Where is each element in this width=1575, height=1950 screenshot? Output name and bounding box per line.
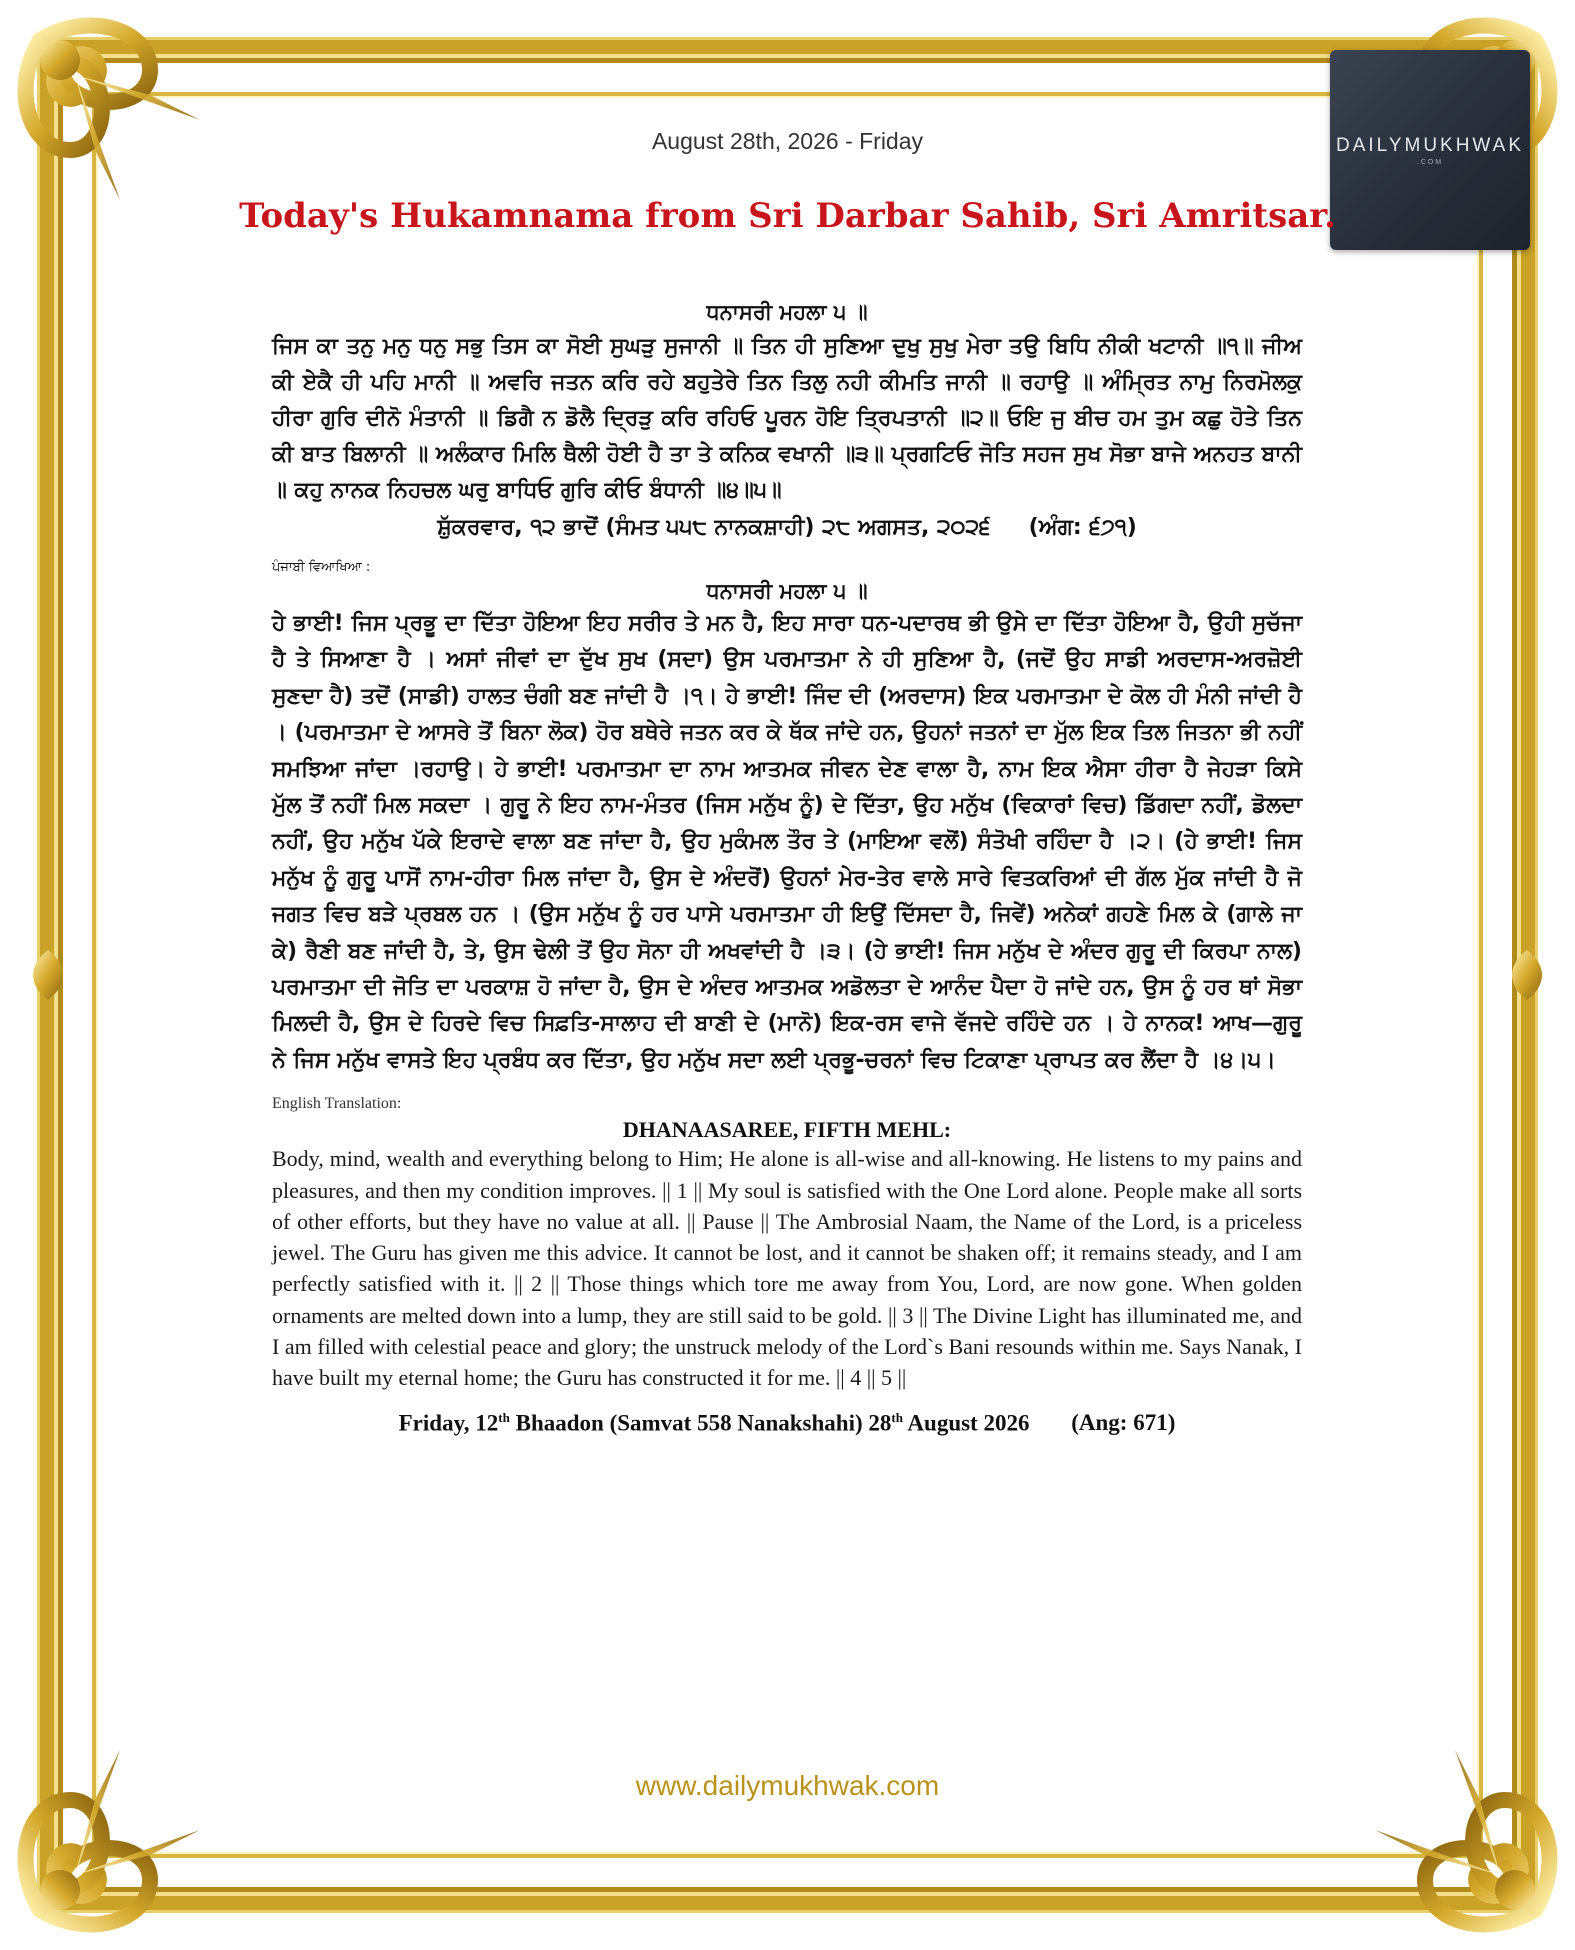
ang-number: (Ang: 671) [1071, 1410, 1176, 1436]
main-content [272, 300, 1302, 1436]
explanation-text: ਹੇ ਭਾਈ! ਜਿਸ ਪ੍ਰਭੂ ਦਾ ਦਿੱਤਾ ਹੋਇਆ ਇਹ ਸਰੀਰ ਤੇ ਮਨ ਹੈ, ਇਹ ਸਾਰਾ ਧਨ-ਪਦਾਰਥ ਭੀ ਉਸੇ ਦਾ ਦਿੱਤਾ ਹੋਇਆ ਹੈ, ਉਹੀ ਸੁਚੱਜਾ ਹੈ ਤੇ ਸਿਆਣਾ ਹੈ । ਅਸਾਂ ਜੀਵਾਂ ਦਾ ਦੁੱਖ ਸੁਖ (ਸਦਾ) ਉਸ ਪਰਮਾਤਮਾ ਨੇ ਹੀ ਸੁਣਿਆ ਹੈ, (ਜਦੋਂ ਉਹ ਸਾਡੀ ਅਰਦਾਸ-ਅਰਜ਼ੋਈ ਸੁਣਦਾ ਹੈ) ਤਦੋਂ (ਸਾਡੀ) ਹਾਲਤ ਚੰਗੀ ਬਣ ਜਾਂਦੀ ਹੈ ।੧। ਹੇ ਭਾਈ! ਜਿੰਦ ਦੀ (ਅਰਦਾਸ) ਇਕ ਪਰਮਾਤਮਾ ਦੇ ਕੋਲ ਹੀ ਮੰਨੀ ਜਾਂਦੀ ਹੈ । (ਪਰਮਾਤਮਾ ਦੇ ਆਸਰੇ ਤੋਂ ਬਿਨਾ ਲੋਕ) ਹੋਰ ਬਥੇਰੇ ਜਤਨ ਕਰ ਕੇ ਥੱਕ ਜਾਂਦੇ ਹਨ, ਉਹਨਾਂ ਜਤਨਾਂ ਦਾ ਮੁੱਲ ਇਕ ਤਿਲ ਜਿਤਨਾ ਭੀ ਨਹੀਂ ਸਮਝਿਆ ਜਾਂਦਾ ।ਰਹਾਉ। ਹੇ ਭਾਈ! ਪਰਮਾਤਮਾ ਦਾ ਨਾਮ ਆਤਮਕ ਜੀਵਨ ਦੇਣ ਵਾਲਾ ਹੈ, ਨਾਮ ਇਕ ਐਸਾ ਹੀਰਾ ਹੈ ਜੇਹੜਾ ਕਿਸੇ ਮੁੱਲ ਤੋਂ ਨਹੀਂ ਮਿਲ ਸਕਦਾ । ਗੁਰੂ ਨੇ ਇਹ ਨਾਮ-ਮੰਤਰ (ਜਿਸ ਮਨੁੱਖ ਨੂੰ) ਦੇ ਦਿੱਤਾ, ਉਹ ਮਨੁੱਖ (ਵਿਕਾਰਾਂ ਵਿਚ) ਡਿੱਗਦਾ ਨਹੀਂ, ਡੋਲਦਾ ਨਹੀਂ, ਉਹ ਮਨੁੱਖ ਪੱਕੇ ਇਰਾਦੇ ਵਾਲਾ ਬਣ ਜਾਂਦਾ ਹੈ, ਉਹ ਮੁਕੰਮਲ ਤੌਰ ਤੇ (ਮਾਇਆ ਵਲੋਂ) ਸੰਤੋਖੀ ਰਹਿੰਦਾ ਹੈ ।੨। (ਹੇ ਭਾਈ! ਜਿਸ ਮਨੁੱਖ ਨੂੰ ਗੁਰੂ ਪਾਸੋਂ ਨਾਮ-ਹੀਰਾ ਮਿਲ ਜਾਂਦਾ ਹੈ, ਉਸ ਦੇ ਅੰਦਰੋਂ) ਉਹਨਾਂ ਮੇਰ-ਤੇਰ ਵਾਲੇ ਸਾਰੇ ਵਿਤਕਰਿਆਂ ਦੀ ਗੱਲ ਮੁੱਕ ਜਾਂਦੀ ਹੈ ਜੋ ਜਗਤ ਵਿਚ ਬੜੇ ਪ੍ਰਬਲ ਹਨ । (ਉਸ ਮਨੁੱਖ ਨੂੰ ਹਰ ਪਾਸੇ ਪਰਮਾਤਮਾ ਹੀ ਇਉਂ ਦਿੱਸਦਾ ਹੈ, ਜਿਵੇਂ) ਅਨੇਕਾਂ ਗਹਣੇ ਮਿਲ ਕੇ (ਗਾਲੇ ਜਾ ਕੇ) ਰੈਣੀ ਬਣ ਜਾਂਦੀ ਹੈ, ਤੇ, ਉਸ ਢੇਲੀ ਤੋਂ ਉਹ ਸੋਨਾ ਹੀ ਅਖਵਾਂਦੀ ਹੈ ।੩। (ਹੇ ਭਾਈ! ਜਿਸ ਮਨੁੱਖ ਦੇ ਅੰਦਰ ਗੁਰੂ ਦੀ ਕਿਰਪਾ ਨਾਲ) ਪਰਮਾਤਮਾ ਦੀ ਜੋਤਿ ਦਾ ਪਰਕਾਸ਼ ਹੋ ਜਾਂਦਾ ਹੈ, ਉਸ ਦੇ ਅੰਦਰ ਆਤਮਕ ਅਡੋਲਤਾ ਦੇ ਆਨੰਦ ਪੈਦਾ ਹੋ ਜਾਂਦੇ ਹਨ, ਉਸ ਨੂੰ ਹਰ ਥਾਂ ਸੋਭਾ ਮਿਲਦੀ ਹੈ, ਉਸ ਦੇ ਹਿਰਦੇ ਵਿਚ ਸਿਫ਼ਤਿ-ਸਾਲਾਹ ਦੀ ਬਾਣੀ ਦੇ (ਮਾਨੋ) ਇਕ-ਰਸ ਵਾਜੇ ਵੱਜਦੇ ਰਹਿੰਦੇ ਹਨ । ਹੇ ਨਾਨਕ! ਆਖ—ਗੁਰੂ ਨੇ ਜਿਸ ਮਨੁੱਖ ਵਾਸਤੇ ਇਹ ਪ੍ਰਬੰਧ ਕਰ ਦਿੱਤਾ, ਉਹ ਮਨੁੱਖ ਸਦਾ ਲਈ ਪ੍ਰਭੂ-ਚਰਨਾਂ ਵਿਚ ਟਿਕਾਣਾ ਪ੍ਰਾਪਤ ਕਰ ਲੈਂਦਾ ਹੈ ।੪।੫। [272, 611, 1302, 1073]
english-translation-label: English Translation: [272, 1095, 402, 1113]
punjabi-explanation-label: ਪੰਜਾਬੀ ਵਿਆਖਿਆ : [272, 560, 371, 575]
logo-text: DAILYMUKHWAK [1335, 134, 1525, 156]
side-ornament-icon [18, 945, 78, 1005]
date-suffix: th [498, 1409, 510, 1425]
logo-subtext: .COM [1416, 158, 1444, 166]
date-suffix: th [891, 1409, 903, 1425]
bow-ornament-icon [0, 1720, 230, 1950]
shabad-text: ਜਿਸ ਕਾ ਤਨੁ ਮਨੁ ਧਨੁ ਸਭੁ ਤਿਸ ਕਾ ਸੋਈ ਸੁਘੜੁ ਸੁਜਾਨੀ ॥ ਤਿਨ ਹੀ ਸੁਣਿਆ ਦੁਖੁ ਸੁਖੁ ਮੇਰਾ ਤਉ ਬਿਧਿ ਨੀਕੀ ਖਟਾਨੀ ॥੧॥ ਜੀਅ ਕੀ ਏਕੈ ਹੀ ਪਹਿ ਮਾਨੀ ॥ ਅਵਰਿ ਜਤਨ ਕਰਿ ਰਹੇ ਬਹੁਤੇਰੇ ਤਿਨ ਤਿਲੁ ਨਹੀ ਕੀਮਤਿ ਜਾਨੀ ॥ ਰਹਾਉ ॥ ਅੰਮ੍ਰਿਤ ਨਾਮੁ ਨਿਰਮੋਲਕੁ ਹੀਰਾ ਗੁਰਿ ਦੀਨੋ ਮੰਤਾਨੀ ॥ ਡਿਗੈ ਨ ਡੋਲੈ ਦ੍ਰਿੜੁ ਕਰਿ ਰਹਿਓ ਪੂਰਨ ਹੋਇ ਤ੍ਰਿਪਤਾਨੀ ॥੨॥ ਓਇ ਜੁ ਬੀਚ ਹਮ ਤੁਮ ਕਛੁ ਹੋਤੇ ਤਿਨ ਕੀ ਬਾਤ ਬਿਲਾਨੀ ॥ ਅਲੰਕਾਰ ਮਿਲਿ ਥੈਲੀ ਹੋਈ ਹੈ ਤਾ ਤੇ ਕਨਿਕ ਵਖਾਨੀ ॥੩॥ ਪ੍ਰਗਟਿਓ ਜੋਤਿ ਸਹਜ ਸੁਖ ਸੋਭਾ ਬਾਜੇ ਅਨਹਤ ਬਾਨੀ ॥ ਕਹੁ ਨਾਨਕ ਨਿਹਚਲ ਘਰੁ ਬਾਧਿਓ ਗੁਰਿ ਕੀਓ ਬੰਧਾਨੀ ॥੪॥੫॥ [272, 334, 1302, 503]
page-title: Today's Hukamnama from Sri Darbar Sahib, Sri Amritsar. [239, 196, 1336, 236]
shabad-heading: ਧਨਾਸਰੀ ਮਹਲਾ ੫ ॥ [706, 300, 868, 324]
english-date-end: August 2026 [902, 1410, 1030, 1436]
side-ornament-icon [1497, 945, 1557, 1005]
english-date-day: Friday, 12 [398, 1410, 499, 1436]
english-date-mid: Bhaadon (Samvat 558 Nanakshahi) 28 [509, 1410, 892, 1436]
bow-ornament-icon [1345, 1720, 1575, 1950]
bow-ornament-icon [0, 0, 230, 230]
english-heading: DHANAASAREE, FIFTH MEHL: [622, 1117, 952, 1143]
english-text: Body, mind, wealth and everything belong to Him; He alone is all-wise and all-knowing. He listens to my pains and pleasures, and then my condition improves. || 1 || My soul is satisfied with the One Lord alone. People make all sorts of other efforts, but they have no value at all. || Pause || The Ambrosial Naam, the Name of the Lord, is a priceless jewel. The Guru has given me this advice. It cannot be lost, and it cannot be shaken off; it remains steady, and I am perfectly satisfied with it. || 2 || Those things which tore me away from You, Lord, are now gone. When golden ornaments are melted down into a lump, they are still said to be gold. || 3 || The Divine Light has illuminated me, and I am filled with celestial peace and glory; the unstruck melody of the Lord`s Bani resounds within me. Says Nanak, I have built my eternal home; the Guru has constructed it for me. || 4 || 5 || [272, 1146, 1302, 1391]
english-date [272, 1410, 1302, 1437]
website-link[interactable]: www.dailymukhwak.com [635, 1770, 940, 1801]
explanation-heading: ਧਨਾਸਰੀ ਮਹਲਾ ੫ ॥ [706, 579, 868, 603]
shabad-date: ਸ਼ੁੱਕਰਵਾਰ, ੧੨ ਭਾਦੋਂ (ਸੰਮਤ ੫੫੮ ਨਾਨਕਸ਼ਾਹੀ) ੨੮ ਅਗਸਤ, ੨੦੨੬ (ਅੰਗ: ੬੭੧) [437, 515, 1137, 540]
header-date: August 28th, 2026 - Friday [651, 128, 924, 154]
